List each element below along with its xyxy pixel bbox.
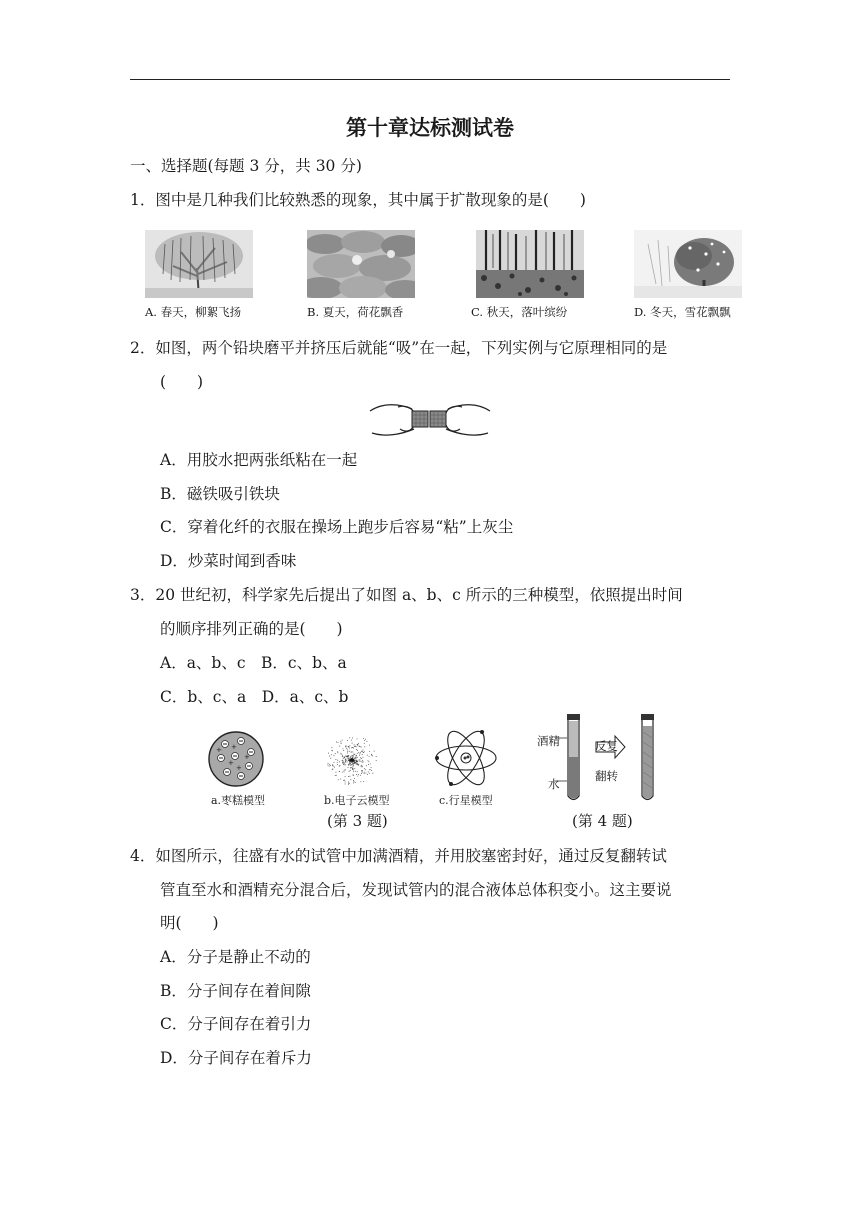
- planetary-model: [434, 727, 498, 789]
- q2-stem-line1: 2．如图，两个铅块磨平并挤压后就能“吸”在一起，下列实例与它原理相同的是: [130, 339, 668, 357]
- photo-willow: [145, 230, 253, 298]
- q4-stem-line3: 明( ): [160, 914, 219, 932]
- q2-option-c: C．穿着化纤的衣服在操场上跑步后容易“粘”上灰尘: [160, 518, 514, 536]
- svg-text:+: +: [216, 746, 222, 754]
- q2-option-b: B．磁铁吸引铁块: [160, 485, 280, 503]
- q4-stem-line1: 4．如图所示，往盛有水的试管中加满酒精，并用胶塞密封好，通过反复翻转试: [130, 847, 667, 865]
- svg-text:+: +: [231, 743, 237, 751]
- section-heading: 一、选择题(每题 3 分，共 30 分): [130, 157, 362, 175]
- lead-blocks-figure: [368, 397, 492, 441]
- q3-stem-line2: 的顺序排列正确的是( ): [160, 620, 343, 638]
- model-b-label: b.电子云模型: [324, 794, 390, 807]
- q1-caption-a: A. 春天，柳絮飞扬: [145, 305, 242, 319]
- q3-options-row2: C．b、c、a D．a、c、b: [160, 688, 349, 706]
- page-title: 第十章达标测试卷: [346, 116, 514, 140]
- q4-option-a: A．分子是静止不动的: [160, 948, 311, 966]
- q3-figure-caption: (第 3 题): [327, 812, 388, 830]
- q4-option-c: C．分子间存在着引力: [160, 1015, 312, 1033]
- label-water: 水: [548, 777, 560, 791]
- svg-text:+: +: [244, 753, 250, 761]
- electron-cloud-model: [326, 734, 378, 786]
- q3-options-row1: A．a、b、c B．c、b、a: [160, 654, 347, 672]
- q4-option-d: D．分子间存在着斥力: [160, 1049, 312, 1067]
- plum-pudding-model: [207, 730, 265, 788]
- label-flip-bottom: 翻转: [595, 769, 618, 783]
- model-a-label: a.枣糕模型: [211, 794, 266, 807]
- q4-stem-line2: 管直至水和酒精充分混合后，发现试管内的混合液体总体积变小。这主要说: [160, 881, 672, 899]
- photo-snow: [634, 230, 742, 298]
- photo-lotus: [307, 230, 415, 298]
- q1-caption-d: D. 冬天，雪花飘飘: [634, 305, 731, 319]
- label-flip-top: 反复: [595, 739, 618, 753]
- q1-stem: 1．图中是几种我们比较熟悉的现象，其中属于扩散现象的是( ): [130, 191, 586, 209]
- q2-stem-line2: ( ): [160, 373, 204, 391]
- svg-text:+: +: [228, 759, 234, 767]
- label-alcohol: 酒精: [537, 734, 560, 748]
- q1-caption-b: B. 夏天，荷花飘香: [307, 305, 404, 319]
- svg-text:+: +: [236, 764, 242, 772]
- header-rule: [130, 79, 730, 80]
- q1-caption-c: C. 秋天，落叶缤纷: [471, 305, 568, 319]
- model-c-label: c.行星模型: [439, 794, 493, 807]
- q4-option-b: B．分子间存在着间隙: [160, 982, 311, 1000]
- q2-option-d: D．炒菜时闻到香味: [160, 552, 297, 570]
- q3-stem-line1: 3．20 世纪初，科学家先后提出了如图 a、b、c 所示的三种模型，依照提出时间: [130, 586, 683, 604]
- photo-leaves: [476, 230, 584, 298]
- q2-option-a: A．用胶水把两张纸粘在一起: [160, 451, 358, 469]
- q4-figure-caption: (第 4 题): [572, 812, 633, 830]
